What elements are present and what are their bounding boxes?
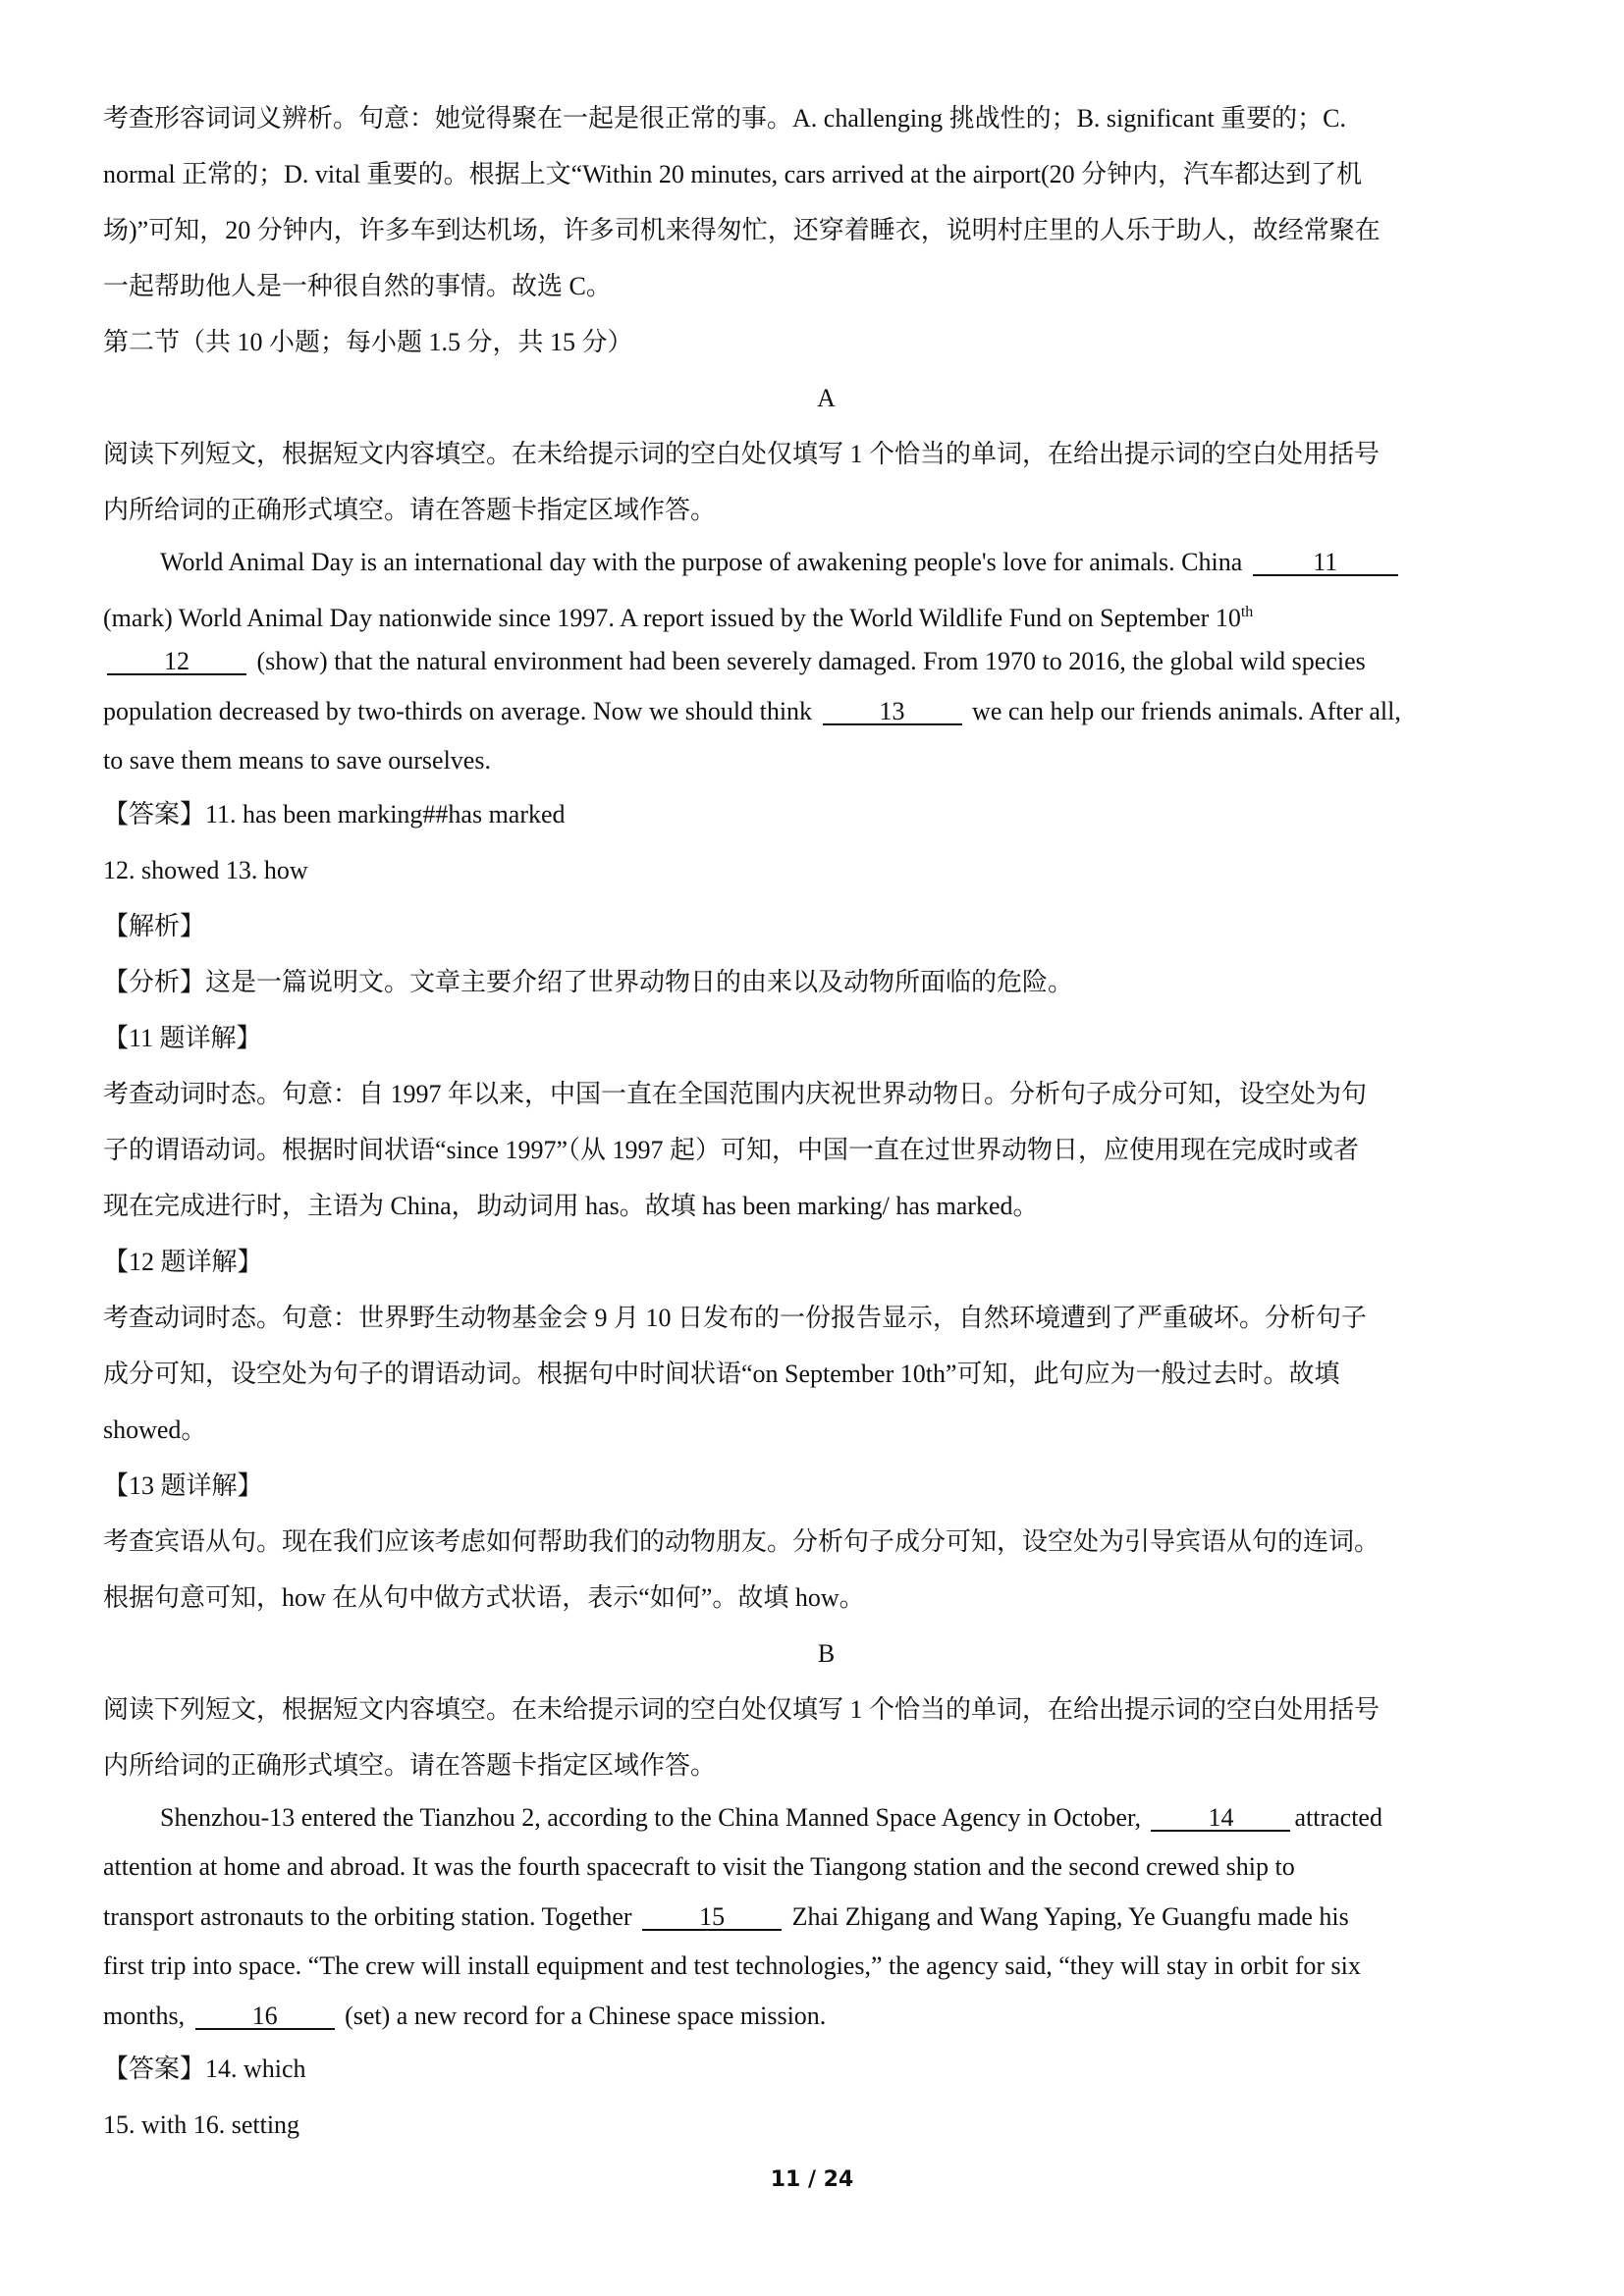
page-number: 11 / 24 (770, 2167, 854, 2192)
answer-line: 【答案】14. which (103, 2055, 306, 2083)
passage-line (103, 1793, 1549, 1843)
passage-line: attention at home and abroad. It was the fourth spacecraft to visit the Tiangong station and the second crewed ship to (103, 1852, 1295, 1881)
detail-line: 考查宾语从句。现在我们应该考虑如何帮助我们的动物朋友。分析句子成分可知，设空处为引导宾语从句的连词。 (103, 1526, 1380, 1556)
part-b-letter: B (817, 1638, 836, 1668)
passage-line (103, 1992, 1549, 2042)
passage-text: attracted (1294, 1802, 1382, 1832)
text-line: normal 正常的；D. vital 重要的。根据上文“Within 20 minutes, cars arrived at the airport(20 分钟内，汽车都达到了机 (103, 160, 1363, 188)
instruction-line: 阅读下列短文，根据短文内容填空。在未给提示词的空白处仅填写 1 个恰当的单词，在给出提示词的空白处用括号 (103, 1694, 1380, 1724)
passage-text: we can help our friends animals. After all, (972, 696, 1401, 725)
passage-line (103, 588, 1549, 638)
superscript: th (1240, 603, 1254, 620)
detail-line: 成分可知，设空处为句子的谓语动词。根据句中时间状语“on September 10th”可知，此句应为一般过去时。故填 (103, 1359, 1340, 1388)
instruction-line: 内所给词的正确形式填空。请在答题卡指定区域作答。 (103, 1750, 717, 1780)
detail-line: 子的谓语动词。根据时间状语“since 1997”（从 1997 起）可知，中国一直在过世界动物日，应使用现在完成时或者 (103, 1135, 1360, 1164)
passage-line (103, 687, 1549, 737)
text-line: 考查形容词词义辨析。句意：她觉得聚在一起是很正常的事。A. challenging 挑战性的；B. significant 重要的；C. (103, 104, 1347, 133)
text-line: 场)”可知，20 分钟内，许多车到达机场，许多司机来得匆忙，还穿着睡衣，说明村庄里的人乐于助人，故经常聚在 (103, 216, 1380, 244)
detail-heading-12: 【12 题详解】 (103, 1247, 263, 1276)
blank-14: 14 (1151, 1806, 1290, 1832)
passage-line (103, 538, 1549, 588)
answer-line: 15. with 16. setting (103, 2110, 300, 2139)
part-a-letter: A (817, 384, 836, 412)
passage-b (103, 1793, 1549, 2042)
answer-line: 【答案】11. has been marking##has marked (103, 799, 566, 828)
passage-line: to save them means to save ourselves. (103, 746, 491, 774)
detail-heading-11: 【11 题详解】 (103, 1023, 262, 1052)
instruction-line: 内所给词的正确形式填空。请在答题卡指定区域作答。 (103, 496, 717, 524)
passage-line (103, 637, 1549, 687)
passage-text: World Animal Day is an international day with the purpose of awakening people's love for animals. China (160, 548, 1243, 576)
passage-text: months, (103, 2001, 186, 2030)
passage-text: population decreased by two-thirds on average. Now we should think (103, 696, 813, 725)
detail-line: showed。 (103, 1415, 207, 1444)
blank-15: 15 (642, 1905, 782, 1931)
document-page (103, 90, 1549, 2153)
detail-line: 根据句意可知，how 在从句中做方式状语，表示“如何”。故填 how。 (103, 1582, 865, 1612)
passage-line (103, 1893, 1549, 1943)
text-line: 一起帮助他人是一种很自然的事情。故选 C。 (103, 272, 612, 300)
passage-text: (mark) World Animal Day nationwide since 1997. A report issued by the World Wildlife Fund on September 10 (103, 603, 1241, 632)
passage-a (103, 538, 1549, 786)
detail-line: 考查动词时态。句意：世界野生动物基金会 9 月 10 日发布的一份报告显示，自然环境遭到了严重破坏。分析句子 (103, 1303, 1368, 1332)
blank-13: 13 (823, 700, 962, 725)
passage-text: (show) that the natural environment had been severely damaged. From 1970 to 2016, the global wild species (256, 647, 1366, 675)
instruction-line: 阅读下列短文，根据短文内容填空。在未给提示词的空白处仅填写 1 个恰当的单词，在给出提示词的空白处用括号 (103, 440, 1380, 468)
passage-line: first trip into space. “The crew will install equipment and test technologies,” the agency said, “they will stay in orbit for six (103, 1951, 1361, 1980)
analysis-heading: 【解析】 (103, 911, 206, 940)
passage-text: Shenzhou-13 entered the Tianzhou 2, according to the China Manned Space Agency in October, (160, 1802, 1141, 1832)
analysis-summary: 【分析】这是一篇说明文。文章主要介绍了世界动物日的由来以及动物所面临的危险。 (103, 967, 1074, 996)
detail-line: 考查动词时态。句意：自 1997 年以来，中国一直在全国范围内庆祝世界动物日。分析句子成分可知，设空处为句 (103, 1079, 1368, 1108)
blank-16: 16 (195, 2004, 335, 2030)
passage-text: (set) a new record for a Chinese space mission. (345, 2001, 827, 2030)
section-header: 第二节（共 10 小题；每小题 1.5 分，共 15 分） (103, 328, 633, 356)
blank-11: 11 (1253, 551, 1398, 576)
detail-heading-13: 【13 题详解】 (103, 1470, 263, 1500)
detail-line: 现在完成进行时，主语为 China，助动词用 has。故填 has been marking/ has marked。 (103, 1191, 1039, 1220)
answer-line: 12. showed 13. how (103, 855, 308, 884)
blank-12: 12 (107, 650, 246, 675)
passage-text: Zhai Zhigang and Wang Yaping, Ye Guangfu made his (791, 1901, 1349, 1931)
passage-text: transport astronauts to the orbiting station. Together (103, 1901, 632, 1931)
